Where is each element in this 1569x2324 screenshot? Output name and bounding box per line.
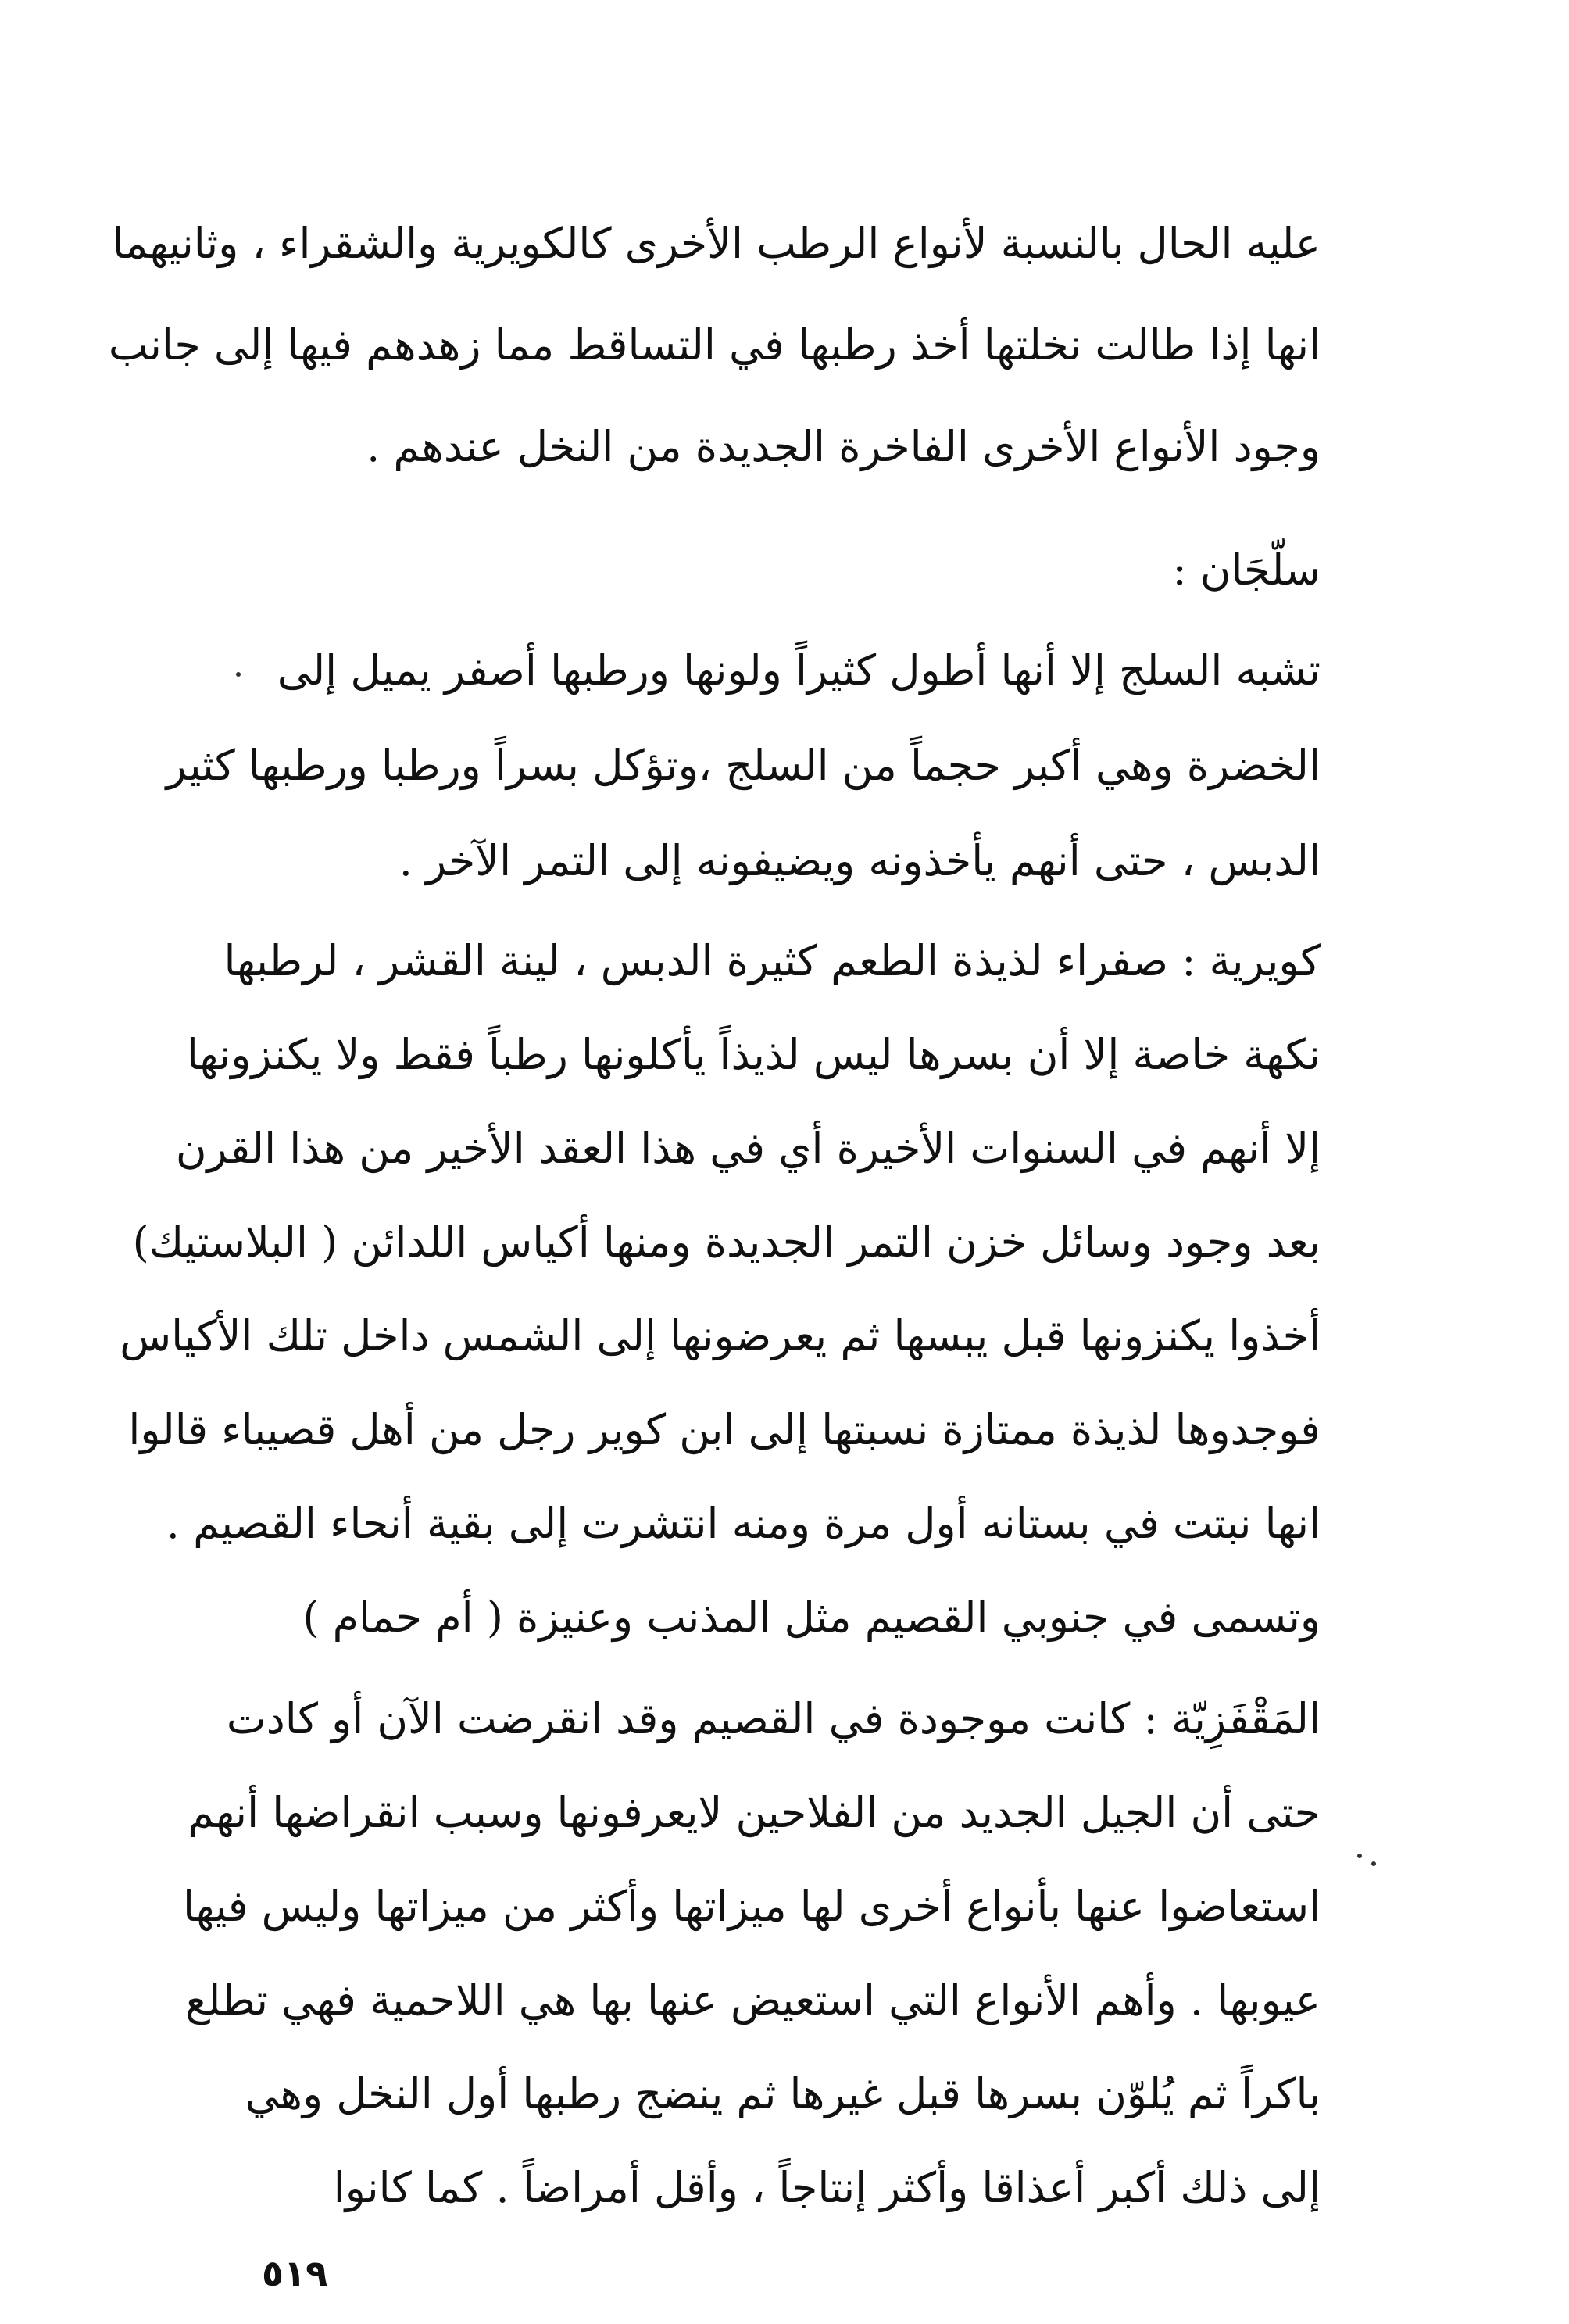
text-line: كويرية : صفراء لذيذة الطعم كثيرة الدبس ، لينة القشر ، لرطبها xyxy=(223,936,1321,985)
text-line: بعد وجود وسائل خزن التمر الجديدة ومنها أكياس اللدائن ( البلاستيك) xyxy=(132,1217,1321,1267)
text-line: عليه الحال بالنسبة لأنواع الرطب الأخرى كالكويرية والشقراء ، وثانيهما xyxy=(112,219,1321,268)
scan-speck xyxy=(236,672,241,677)
text-line: الدبس ، حتى أنهم يأخذونه ويضيفونه إلى التمر الآخر . xyxy=(399,836,1321,885)
section-heading: سلّجَان : xyxy=(1172,545,1321,595)
text-line: وتسمى في جنوبي القصيم مثل المذنب وعنيزة ( أم حمام ) xyxy=(302,1593,1321,1642)
scan-speck xyxy=(1357,1854,1362,1858)
text-line: عيوبها . وأهم الأنواع التي استعيض عنها بها هي اللاحمية فهي تطلع xyxy=(185,1975,1321,2025)
text-line: وجود الأنواع الأخرى الفاخرة الجديدة من النخل عندهم . xyxy=(366,422,1321,471)
text-line: أخذوا يكنزونها قبل يبسها ثم يعرضونها إلى الشمس داخل تلك الأكياس xyxy=(120,1311,1321,1360)
text-line: إلا أنهم في السنوات الأخيرة أي في هذا العقد الأخير من هذا القرن xyxy=(175,1124,1321,1173)
text-line: استعاضوا عنها بأنواع أخرى لها ميزاتها وأكثر من ميزاتها وليس فيها xyxy=(183,1882,1321,1931)
text-line: حتى أن الجيل الجديد من الفلاحين لايعرفونها وسبب انقراضها أنهم xyxy=(188,1788,1321,1837)
text-line: انها إذا طالت نخلتها أخذ رطبها في التساقط مما زهدهم فيها إلى جانب xyxy=(108,320,1321,370)
text-line: تشبه السلج إلا أنها أطول كثيراً ولونها ورطبها أصفر يميل إلى xyxy=(277,645,1321,695)
text-line: المَقْفَزِيّة : كانت موجودة في القصيم وقد انقرضت الآن أو كادت xyxy=(226,1694,1321,1743)
text-line: إلى ذلك أكبر أعذاقا وأكثر إنتاجاً ، وأقل أمراضاً . كما كانوا xyxy=(333,2163,1321,2212)
text-line: باكراً ثم يُلوّن بسرها قبل غيرها ثم ينضج رطبها أول النخل وهي xyxy=(245,2069,1321,2118)
page-number: ٥١٩ xyxy=(262,2252,328,2294)
scan-speck xyxy=(1371,1861,1376,1866)
text-line: نكهة خاصة إلا أن بسرها ليس لذيذاً يأكلونها رطباً فقط ولا يكنزونها xyxy=(186,1030,1321,1079)
text-line: فوجدوها لذيذة ممتازة نسبتها إلى ابن كوير رجل من أهل قصيباء قالوا xyxy=(128,1405,1321,1454)
text-line: الخضرة وهي أكبر حجماً من السلج ،وتؤكل بسراً ورطبا ورطبها كثير xyxy=(166,741,1321,790)
text-line: انها نبتت في بستانه أول مرة ومنه انتشرت إلى بقية أنحاء القصيم . xyxy=(166,1499,1321,1548)
